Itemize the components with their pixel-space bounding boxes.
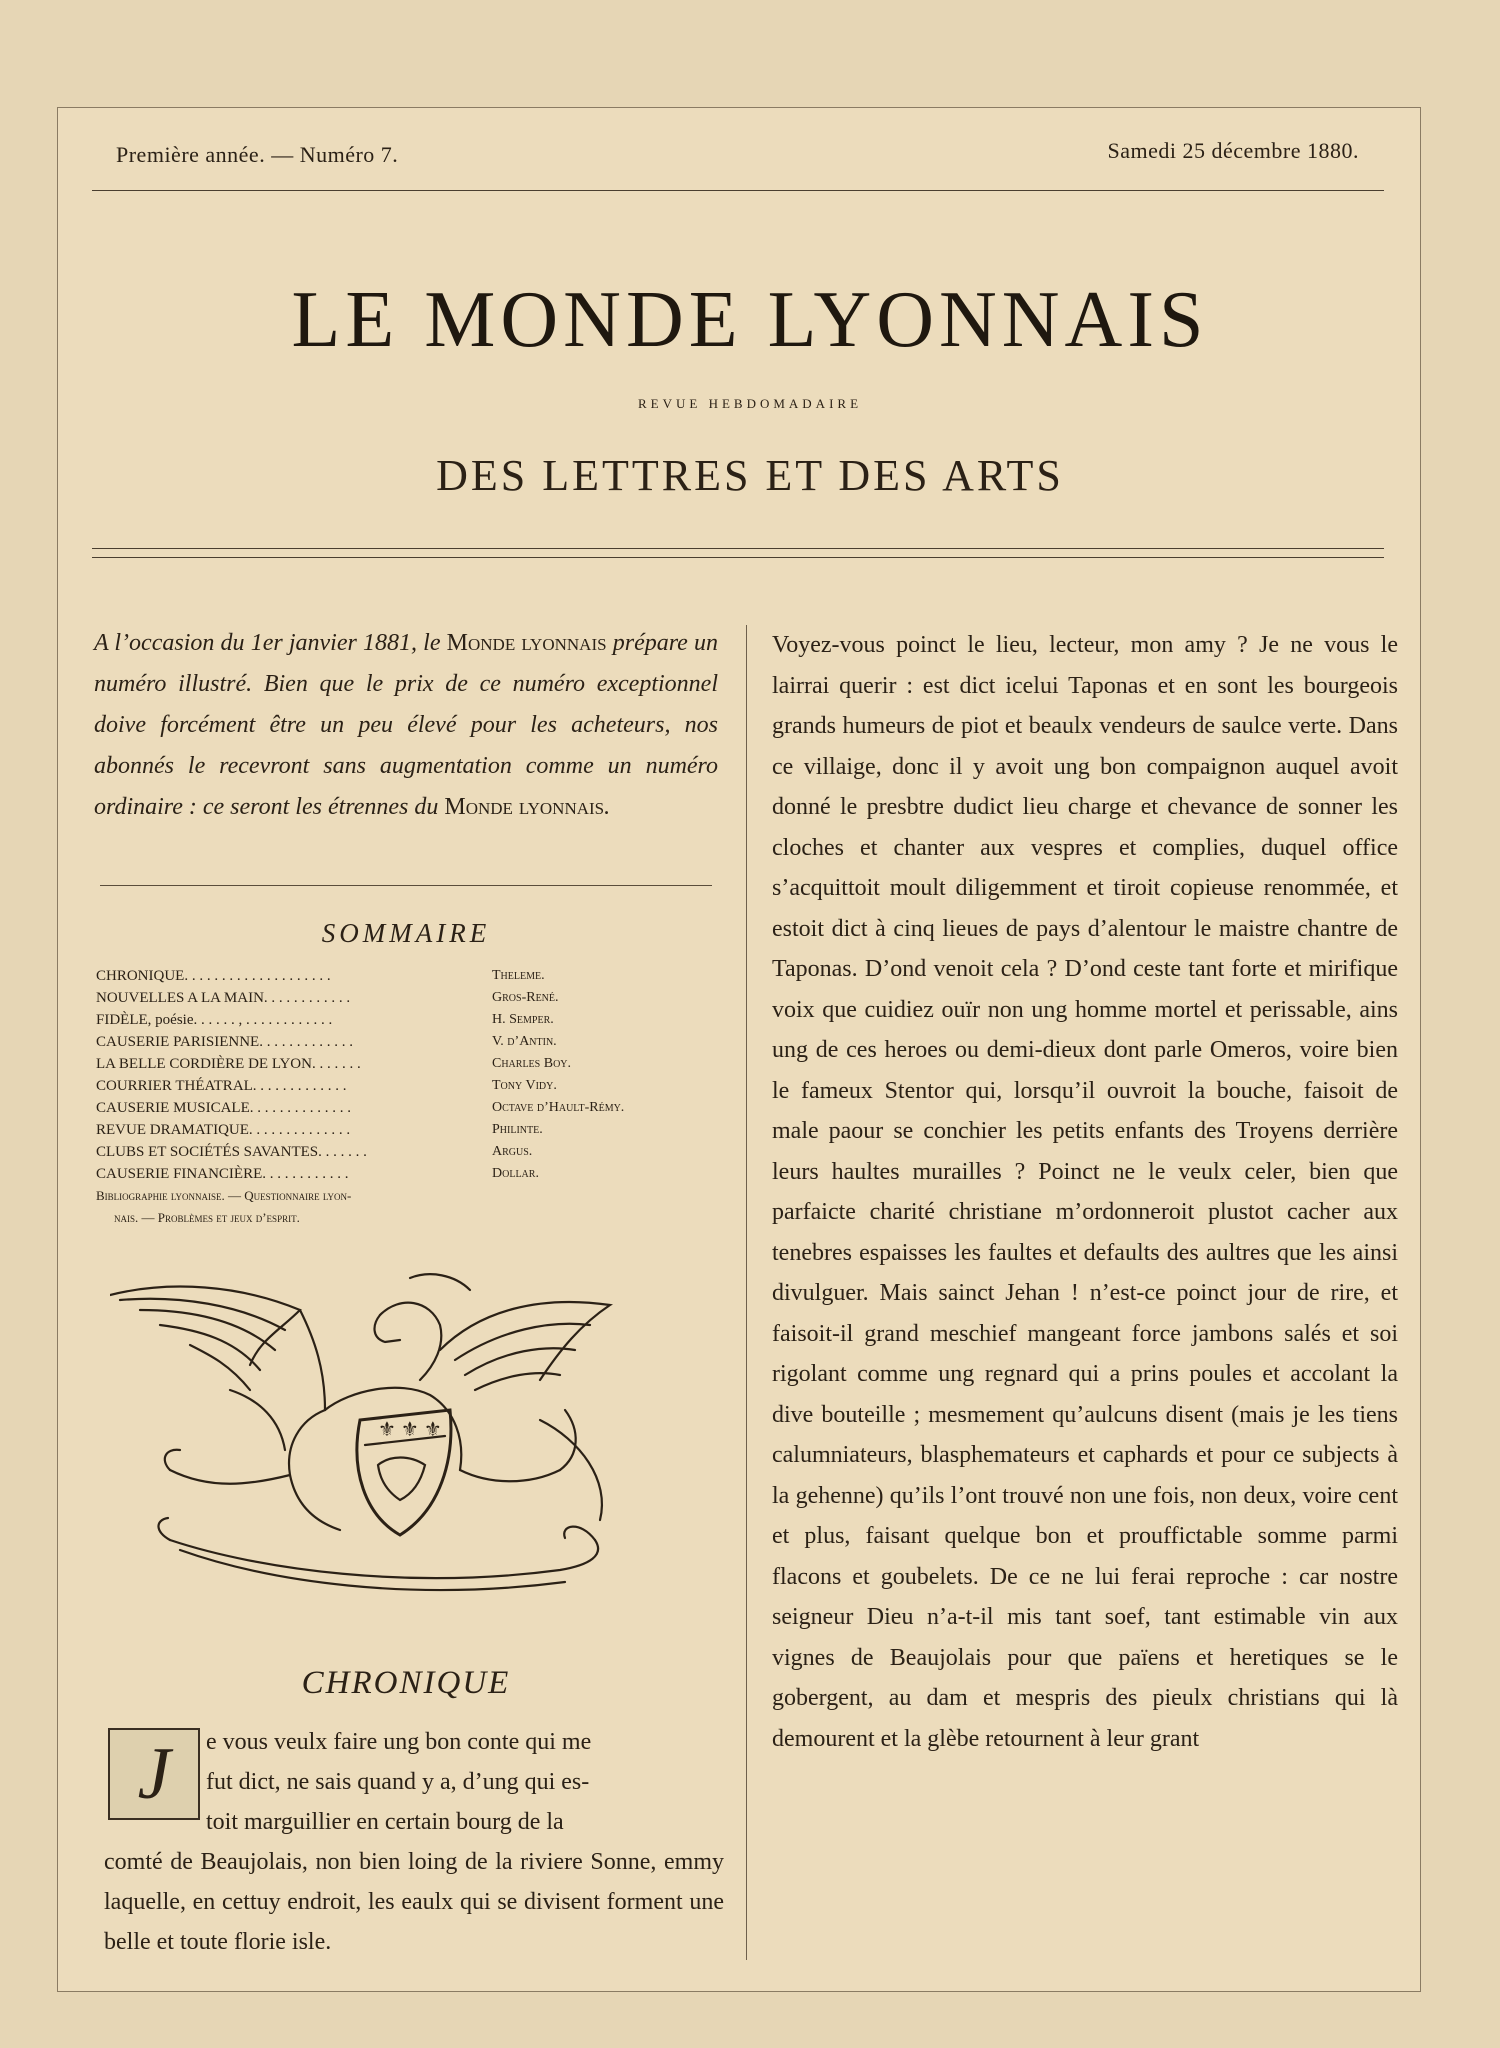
toc-entry-author: Gros-René. bbox=[492, 990, 559, 1005]
ornamental-dropcap: J bbox=[108, 1728, 200, 1820]
issue-number: Première année. — Numéro 7. bbox=[116, 142, 399, 167]
masthead-rule-bottom bbox=[92, 557, 1384, 558]
toc-entry bbox=[96, 965, 716, 987]
toc-entry bbox=[96, 1141, 716, 1163]
toc-entry-author: Octave d’Hault-Rémy. bbox=[492, 1100, 625, 1115]
chronique-right-column bbox=[772, 625, 1398, 1759]
table-of-contents bbox=[96, 965, 716, 1229]
toc-entry bbox=[96, 1119, 716, 1141]
chronique-line-2: fut dict, ne sais quand y a, d’ung qui es- bbox=[206, 1769, 590, 1795]
notice-text-3: . bbox=[604, 794, 611, 820]
header-rule bbox=[92, 190, 1384, 191]
sommaire-title: SOMMAIRE bbox=[321, 918, 491, 948]
notice-rule bbox=[100, 885, 712, 886]
issue-date: Samedi 25 décembre 1880. bbox=[1107, 138, 1359, 163]
notice-text-2: prépare un numéro illustré. Bien que le prix de ce numéro exceptionnel doive forcément être un peu élevé pour les acheteurs, nos abonnés le recevront sans augmentation comme un numéro ordinaire : ce seront les étrennes du bbox=[94, 630, 718, 820]
toc-entry bbox=[96, 1163, 716, 1185]
masthead-title: LE MONDE LYONNAIS bbox=[291, 276, 1209, 364]
toc-entry bbox=[96, 1075, 716, 1097]
toc-entry-author: Philinte. bbox=[492, 1122, 543, 1137]
masthead-subtitle-small: REVUE HEBDOMADAIRE bbox=[637, 396, 863, 411]
toc-entry bbox=[96, 1053, 716, 1075]
toc-entry-author: Argus. bbox=[492, 1144, 533, 1159]
toc-entry-author: H. Semper. bbox=[492, 1012, 554, 1027]
column-divider bbox=[746, 625, 747, 1960]
griffin-crest-illustration bbox=[110, 1270, 710, 1630]
toc-entry-title: FIDÈLE, poésie. . . . . . , . . . . . . . . . . . . bbox=[96, 1012, 333, 1028]
toc-entry-title: COURRIER THÉATRAL. . . . . . . . . . . . . bbox=[96, 1078, 347, 1094]
toc-entry-author: V. d’Antin. bbox=[492, 1034, 557, 1049]
chronique-lead-paragraph bbox=[104, 1722, 724, 1962]
chronique-lead-rest: comté de Beaujolais, non bien loing de la riviere Sonne, emmy laquelle, en cettuy endroit, les eaulx qui se divisent forment une belle et toute florie isle. bbox=[104, 1849, 724, 1955]
toc-entry-title: LA BELLE CORDIÈRE DE LYON. . . . . . . bbox=[96, 1056, 361, 1072]
toc-entry-author: Charles Boy. bbox=[492, 1056, 572, 1071]
toc-entry-title: CAUSERIE PARISIENNE. . . . . . . . . . . . . bbox=[96, 1034, 353, 1050]
toc-entry-author: Tony Vidy. bbox=[492, 1078, 557, 1093]
illustrated-issue-notice bbox=[94, 623, 718, 828]
svg-text:⚜ ⚜ ⚜: ⚜ ⚜ ⚜ bbox=[378, 1419, 442, 1441]
chronique-line-1: e vous veulx faire ung bon conte qui me bbox=[206, 1729, 592, 1755]
masthead-subtitle-large: DES LETTRES ET DES ARTS bbox=[436, 451, 1064, 500]
notice-text-1: A l’occasion du 1er janvier 1881, le bbox=[94, 630, 447, 656]
toc-entry-title: REVUE DRAMATIQUE. . . . . . . . . . . . . . bbox=[96, 1122, 351, 1138]
toc-note-line-1: Bibliographie lyonnaise. — Questionnaire lyon- bbox=[96, 1188, 352, 1203]
toc-note bbox=[96, 1185, 476, 1229]
toc-entry bbox=[96, 1009, 716, 1031]
toc-entry bbox=[96, 1031, 716, 1053]
toc-entry-author: Theleme. bbox=[492, 968, 545, 983]
chronique-continuation: Voyez-vous poinct le lieu, lecteur, mon amy ? Je ne vous le lairrai querir : est dict icelui Taponas et en sont les bourgeois grands humeurs de piot et beaulx vendeurs de saulce verte. Dans ce villaige, donc il y avoit ung bon compaignon auquel avoit donné le presbtre dudict lieu charge et chevance de sonner les cloches et chanter aux vespres et complies, duquel office s’acquittoit moult diligemment et tiroit copieuse renommée, et estoit dict à cinq lieues de pays d’alentour le maistre chantre de Taponas. D’ond venoit cela ? D’ond ceste tant forte et mirifique voix que cuidiez ouïr non ung homme mortel et perissable, ains ung de ces heroes ou demi-dieux dont parle Omeros, voire bien le fameux Stentor qui, lorsqu’il ouvroit la bouche, faisoit de male paour se conchier les petits enfants des Troyens derrière leurs haultes murailles ? Poinct ne le veulx celer, bien que parfaicte charité christiane m’ordonneroit plustot cacher aux tenebres espaisses les faultes et defaults des aultres que les ainsi divulguer. Mais sainct Jehan ! n’est-ce poinct jour de rire, et faisoit-il grand meschief mangeant force jambons salés et soi rigolant comme ung regnard qui a prins poules et accolant la dive bouteille ; mesmement qu’aulcuns disent (mais je les tiens calumniateurs, blasphemateurs et caphards et pour ce subjects à la gehenne) qu’ils l’ont trouvé non une fois, non deux, voire cent et plus, faisant quelque bon et prouffictable somme parmi flacons et goubelets. De ce ne lui ferai reproche : car nostre seigneur Dieu n’a-t-il mis tant soef, tant estimable vin aux vignes de Beaujolais pour que païens et heretiques se le gobergent, au dam et mespris des pieulx christians qui là demourent et la glèbe retournent à leur grant bbox=[772, 632, 1398, 1752]
chronique-title: CHRONIQUE bbox=[301, 1665, 511, 1701]
toc-entry-title: CLUBS ET SOCIÉTÉS SAVANTES. . . . . . . bbox=[96, 1144, 367, 1160]
notice-journal-name-2: Monde lyonnais bbox=[444, 794, 605, 820]
chronique-line-3: toit marguillier en certain bourg de la bbox=[206, 1809, 564, 1835]
toc-entry bbox=[96, 1097, 716, 1119]
toc-entry-title: CAUSERIE MUSICALE. . . . . . . . . . . . . . bbox=[96, 1100, 352, 1116]
toc-entry-title: CAUSERIE FINANCIÈRE. . . . . . . . . . . . bbox=[96, 1166, 349, 1182]
masthead-rule-top bbox=[92, 548, 1384, 549]
toc-entry bbox=[96, 987, 716, 1009]
toc-entry-title: NOUVELLES A LA MAIN. . . . . . . . . . . . bbox=[96, 990, 351, 1006]
toc-entry-author: Dollar. bbox=[492, 1166, 539, 1181]
notice-journal-name-1: Monde lyonnais bbox=[446, 630, 607, 656]
toc-note-line-2: nais. — Problèmes et jeux d’esprit. bbox=[114, 1210, 300, 1225]
toc-entry-title: CHRONIQUE. . . . . . . . . . . . . . . . . . . . bbox=[96, 968, 331, 984]
